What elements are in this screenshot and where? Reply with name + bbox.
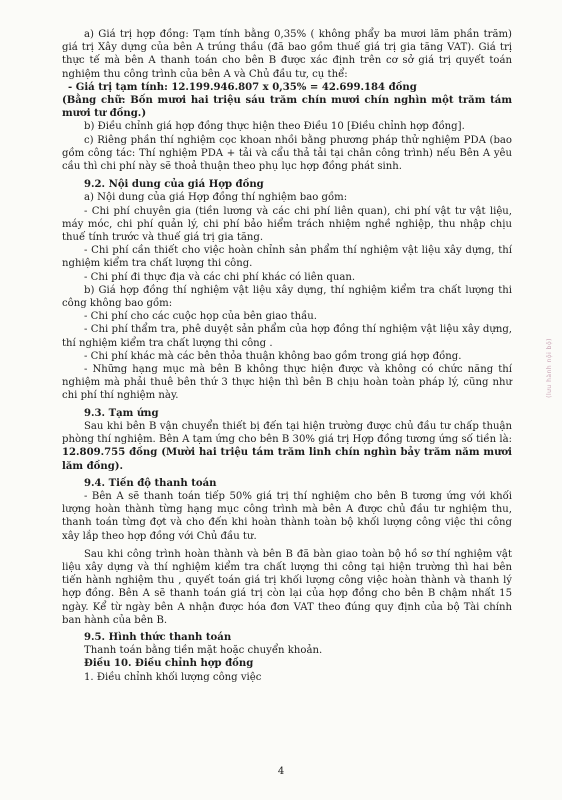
list-item: - Những hạng mục mà bên B không thực hiện được và không có chức năng thí nghiệm mà phải thuê bên thứ 3 thực hiện thì bên B chịu hoàn toàn pháp lý, cũng như chi phí thí nghiệm này. [62,364,512,402]
provisional-value-line: - Giá trị tạm tính: 12.199.946.807 x 0,35% = 42.699.184 đồng [68,81,417,93]
payment-schedule-paragraph: - Bên A sẽ thanh toán tiếp 50% giá trị thí nghiệm cho bên B tương ứng với khối lượng hoàn thành từng hạng mục công trình mà bên A được chủ đầu tư nghiệm thu, thanh toán từng đợt và cho đến khi hoàn thành toàn bộ khối lượng công việc thi công xây lắp theo hợp đồng với Chủ đầu tư. [62,490,512,542]
advance-payment-amount: 12.809.755 đồng (Mười hai triệu tám trăm linh chín nghìn bảy trăm năm mươi lăm đồng). [62,447,512,472]
adjustment-clause: b) Điều chỉnh giá hợp đồng thực hiện theo Điều 10 [Điều chỉnh hợp đồng]. [84,121,465,133]
list-item: - Chi phí chuyên gia (tiền lương và các chi phí liên quan), chi phí vật tư vật liệu, máy móc, chi phí quản lý, chi phí bảo hiểm trách nhiệm nghề nghiệp, thu nhập chịu thuế tính trước và thuế giá trị gia tăng. [62,205,512,244]
content-excludes-intro: b) Giá hợp đồng thí nghiệm vật liệu xây dựng, thí nghiệm kiểm tra chất lượng thi công không bao gồm: [62,284,512,310]
page-number: 4 [277,766,285,777]
contract-value-paragraph: a) Giá trị hợp đồng: Tạm tính bằng 0,35% ( không phẩy ba mươi lăm phần trăm) giá trị Xây dựng của bên A trúng thầu (đã bao gồm thuế giá trị gia tăng VAT). Giá trị thực tế mà bên A thanh toán cho bên B được xác định trên cơ sở giá trị quyết toán nghiệm thu công trình của bên A và Chủ đầu tư, cụ thể: [62,29,512,80]
payment-method: Thanh toán bằng tiền mặt hoặc chuyển khoản. [84,645,323,657]
advance-payment-text: Sau khi bên B vận chuyển thiết bị đến tại hiện trường được chủ đầu tư chấp thuận phòng thí nghiệm. Bên A tạm ứng cho bên B 30% giá trị Hợp đồng tương ứng số tiền là: [62,420,512,446]
value-in-words: (Bằng chữ: Bốn mươi hai triệu sáu trăm chín mươi chín nghìn một trăm tám mươi tư đồng.) [62,95,512,120]
list-item: - Chi phí khác mà các bên thỏa thuận không bao gồm trong giá hợp đồng. [84,350,462,362]
list-item: - Chi phí cho các cuộc họp của bên giao thầu. [84,311,317,323]
article-10-heading: Điều 10. Điều chỉnh hợp đồng [84,658,254,670]
section-9-5-heading: 9.5. Hình thức thanh toán [84,631,232,643]
section-9-4-heading: 9.4. Tiến độ thanh toán [84,477,217,489]
list-item: - Chi phí thẩm tra, phê duyệt sản phẩm của hợp đồng thí nghiệm vật liệu xây dựng, thí nghiệm kiểm tra chất lượng thi công . [62,324,512,349]
section-9-2-heading: 9.2. Nội dung của giá Hợp đồng [84,179,264,191]
section-9-3-heading: 9.3. Tạm ứng [84,407,159,419]
content-includes-intro: a) Nội dung của giá Hợp đồng thí nghiệm bao gồm: [84,192,348,204]
final-settlement-paragraph: Sau khi công trình hoàn thành và bên B đã bàn giao toàn bộ hồ sơ thí nghiệm vật liệu xây dựng và thí nghiệm kiểm tra chất lượng thi công tại hiện trường thì hai bên tiến hành nghiệm thu , quyết toán giá trị khối lượng công việc hoàn thành và thanh lý hợp đồng. Bên A sẽ thanh toán giá trị còn lại của hợp đồng cho bên B chậm nhất 15 ngày. Kể từ ngày bên A nhận được hóa đơn VAT theo đúng quy định của bộ Tài chính ban hành của bên B. [62,548,512,626]
contract-body [62,28,512,684]
pda-test-clause: c) Riêng phần thí nghiệm cọc khoan nhồi bằng phương pháp thử nghiệm PDA (bao gồm công tác: Thí nghiệm PDA + tải và cẩu thả tải tại chân công trình) nếu Bên A yêu cầu thì chi phí này sẽ thoả thuận theo phụ lục hợp đồng phát sinh. [62,134,512,173]
list-item: - Chi phí đi thực địa và các chi phí khác có liên quan. [84,271,356,283]
list-item: - Chi phí cần thiết cho việc hoàn chỉnh sản phẩm thí nghiệm vật liệu xây dựng, thí nghiệm kiểm tra chất lượng thi công. [62,245,512,270]
margin-stamp: (lưu hành nội bộ) [546,338,553,398]
advance-payment-paragraph [62,420,512,473]
article-10-item-1: 1. Điều chỉnh khối lượng công việc [84,671,262,683]
